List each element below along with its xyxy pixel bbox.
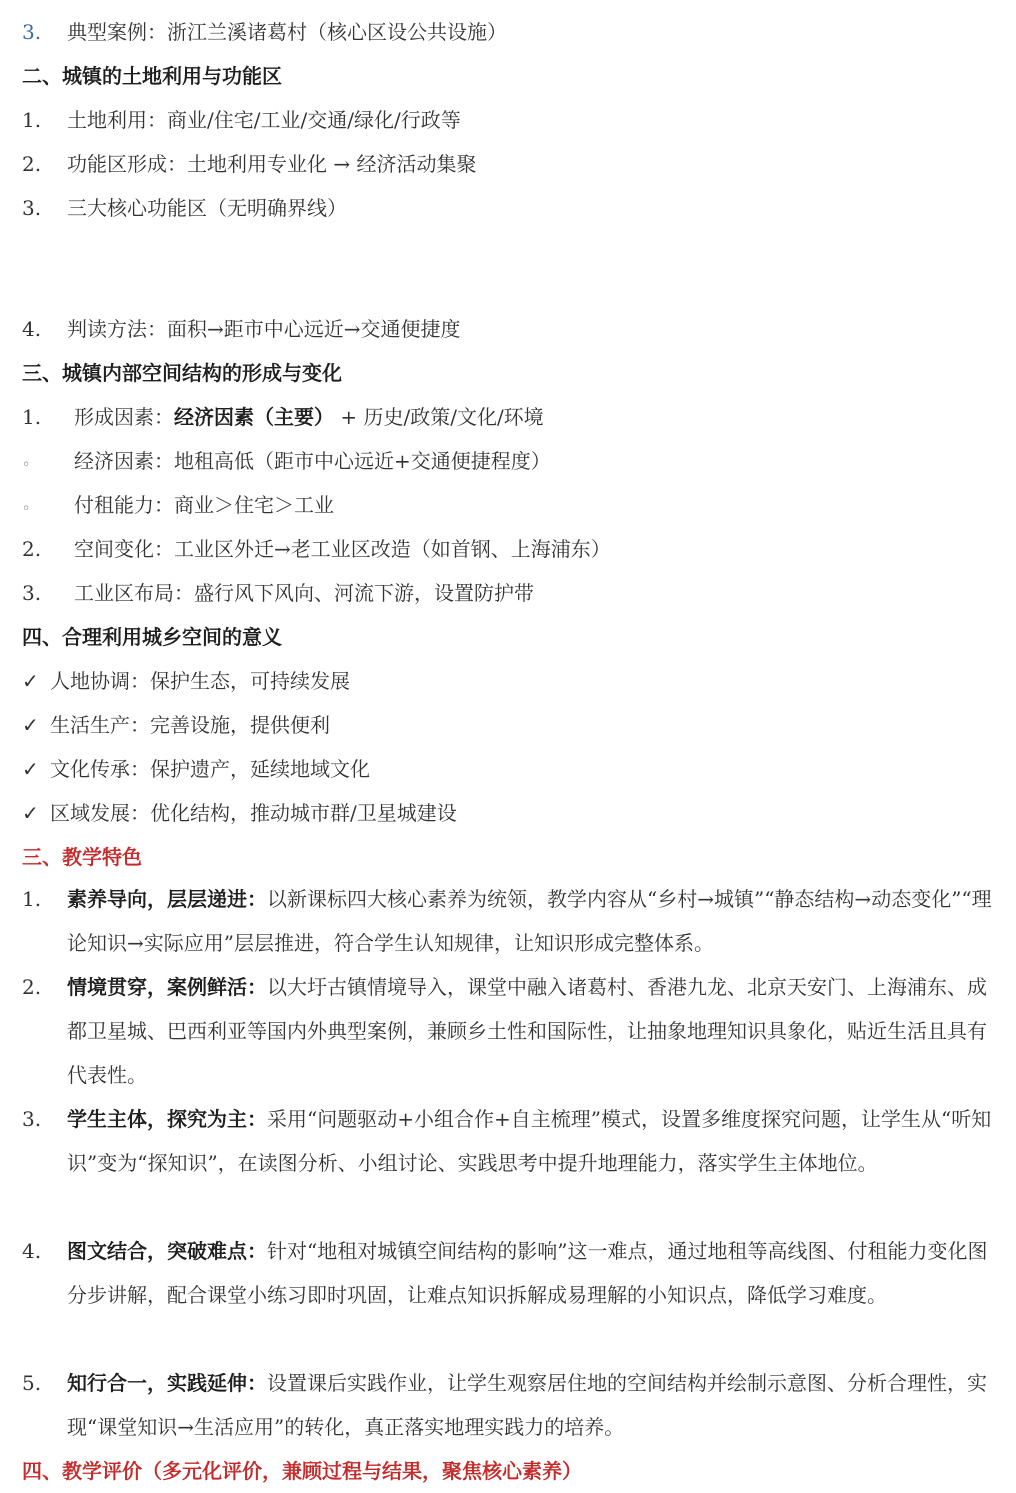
feature-paragraph — [22, 877, 992, 965]
bold-text: 经济因素（主要） — [174, 405, 334, 429]
section-heading: 四、合理利用城乡空间的意义 — [22, 625, 282, 649]
feature-paragraph — [22, 965, 992, 1097]
checkmark-icon: ✓ — [22, 713, 39, 737]
feature-lead: 知行合一，实践延伸： — [67, 1371, 267, 1395]
list-text: 经济因素：地租高低（距市中心远近+交通便捷程度） — [74, 449, 551, 473]
section-heading: 三、城镇内部空间结构的形成与变化 — [22, 361, 342, 385]
list-number: 5. — [22, 1371, 42, 1395]
list-text: 空间变化：工业区外迁→老工业区改造（如首钢、上海浦东） — [74, 537, 611, 561]
list-number: 4. — [22, 1239, 42, 1263]
list-number: 4. — [22, 317, 42, 341]
feature-paragraph — [22, 1361, 992, 1449]
bullet-circle-icon: ◦ — [22, 457, 31, 473]
list-number: 3. — [22, 196, 42, 220]
check-text: 生活生产：完善设施，提供便利 — [50, 713, 330, 737]
section-heading-red: 四、教学评价（多元化评价，兼顾过程与结果，聚焦核心素养） — [22, 1459, 582, 1483]
bullet-circle-icon: ◦ — [22, 501, 31, 517]
list-number: 1. — [22, 405, 42, 429]
list-text: 判读方法：面积→距市中心远近→交通便捷度 — [67, 317, 461, 341]
check-text: 区域发展：优化结构，推动城市群/卫星城建设 — [50, 801, 457, 825]
feature-body: 针对“地租对城镇空间结构的影响”这一难点，通过地租等高线图、付租能力变化图分步讲解，配合课堂小练习即时巩固，让难点知识拆解成易理解的小知识点，降低学习难度。 — [67, 1239, 988, 1307]
feature-lead: 学生主体，探究为主： — [67, 1107, 267, 1131]
feature-body: 设置课后实践作业，让学生观察居住地的空间结构并绘制示意图、分析合理性，实现“课堂知识→生活应用”的转化，真正落实地理实践力的培养。 — [67, 1371, 987, 1439]
check-text: 人地协调：保护生态，可持续发展 — [50, 669, 350, 693]
feature-lead: 情境贯穿，案例鲜活： — [67, 975, 267, 999]
section-heading: 二、城镇的土地利用与功能区 — [22, 64, 282, 88]
list-number: 2. — [22, 975, 42, 999]
list-text — [74, 404, 544, 430]
checkmark-icon: ✓ — [22, 669, 39, 693]
list-text: 工业区布局：盛行风下风向、河流下游，设置防护带 — [74, 581, 534, 605]
list-number: 1. — [22, 108, 42, 132]
list-number: 3. — [22, 20, 42, 44]
checkmark-icon: ✓ — [22, 801, 39, 825]
list-number: 2. — [22, 537, 42, 561]
list-text: 三大核心功能区（无明确界线） — [67, 196, 347, 220]
feature-body: 以大圩古镇情境导入，课堂中融入诸葛村、香港九龙、北京天安门、上海浦东、成都卫星城、巴西利亚等国内外典型案例，兼顾乡土性和国际性，让抽象地理知识具象化，贴近生活且具有代表性。 — [67, 975, 987, 1087]
check-text: 文化传承：保护遗产，延续地域文化 — [50, 757, 370, 781]
feature-paragraph — [22, 1229, 992, 1317]
list-number: 2. — [22, 152, 42, 176]
section-heading-red: 三、教学特色 — [22, 845, 142, 869]
list-number: 3. — [22, 581, 42, 605]
checkmark-icon: ✓ — [22, 757, 39, 781]
list-number: 3. — [22, 1107, 42, 1131]
list-number: 1. — [22, 887, 42, 911]
text-prefix: 形成因素： — [74, 405, 174, 429]
list-text: 功能区形成：土地利用专业化 → 经济活动集聚 — [67, 152, 477, 176]
feature-lead: 图文结合，突破难点： — [67, 1239, 267, 1263]
feature-lead: 素养导向，层层递进： — [67, 887, 267, 911]
feature-body: 以新课标四大核心素养为统领，教学内容从“乡村→城镇”“静态结构→动态变化”“理论知识→实际应用”层层推进，符合学生认知规律，让知识形成完整体系。 — [67, 887, 992, 955]
text-suffix: + 历史/政策/文化/环境 — [334, 405, 544, 429]
feature-paragraph — [22, 1097, 992, 1185]
list-text: 土地利用：商业/住宅/工业/交通/绿化/行政等 — [67, 108, 461, 132]
feature-body: 采用“问题驱动+小组合作+自主梳理”模式，设置多维度探究问题，让学生从“听知识”变为“探知识”，在读图分析、小组讨论、实践思考中提升地理能力，落实学生主体地位。 — [67, 1107, 992, 1175]
list-text: 典型案例：浙江兰溪诸葛村（核心区设公共设施） — [67, 20, 507, 44]
list-text: 付租能力：商业＞住宅＞工业 — [74, 493, 334, 517]
